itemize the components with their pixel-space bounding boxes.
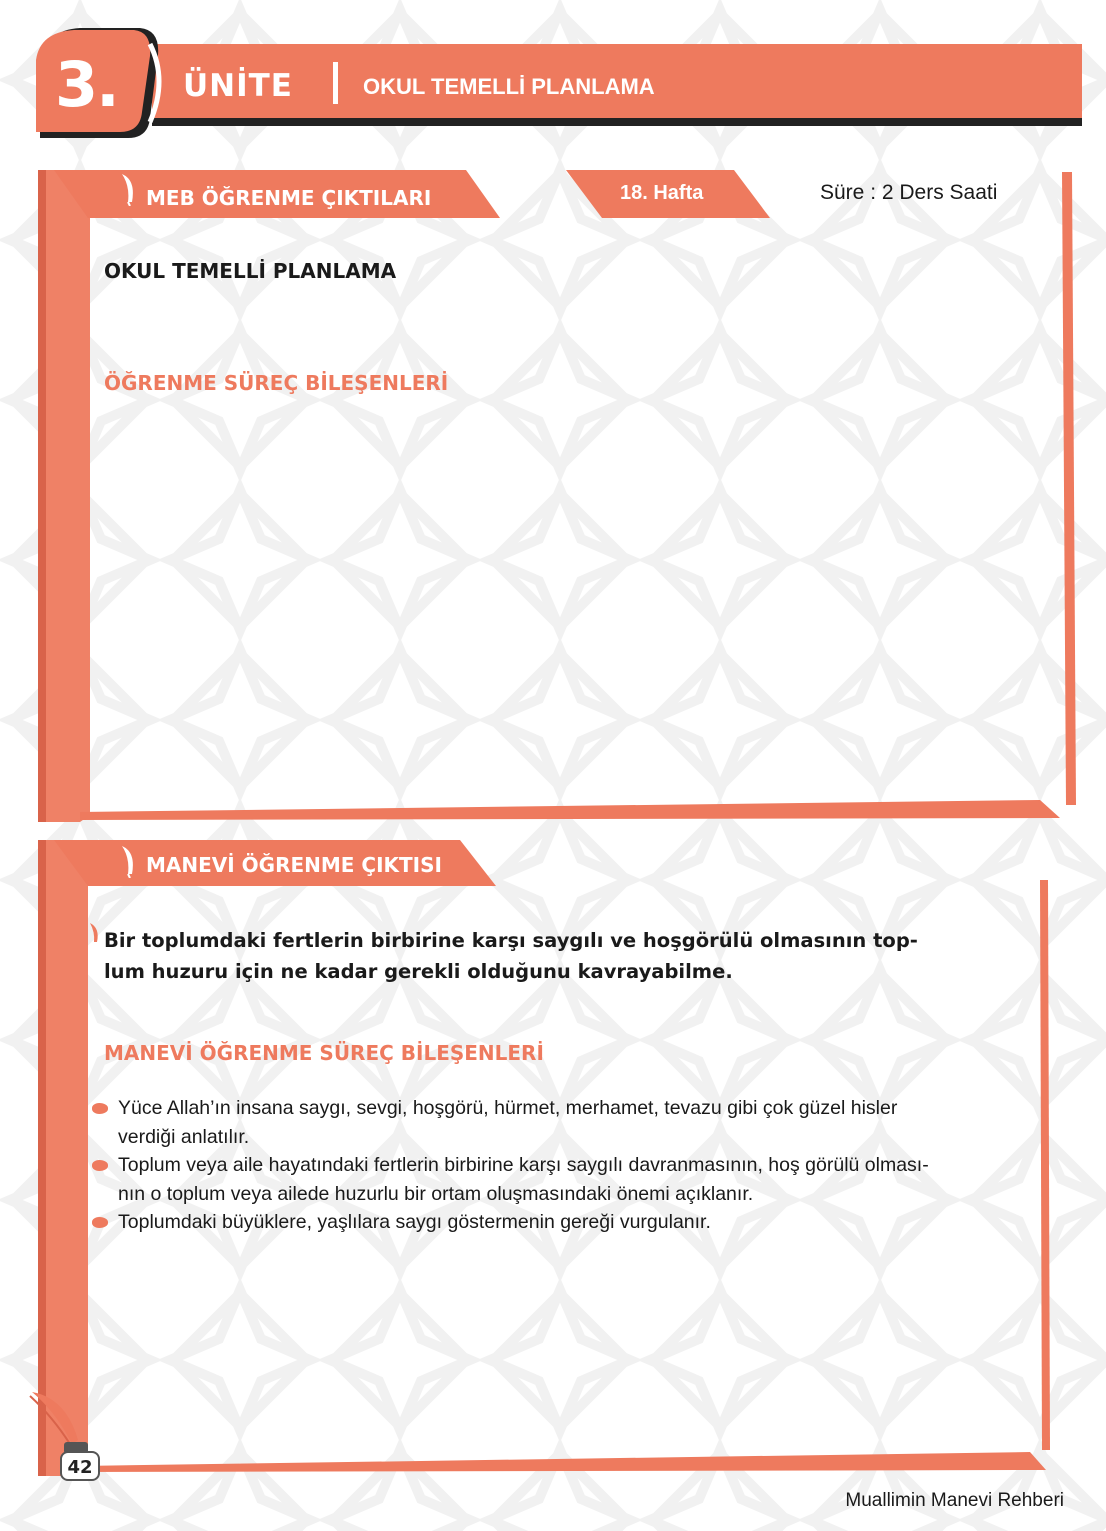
- page-number: 42: [60, 1451, 100, 1481]
- bullet-icon: [92, 1217, 108, 1228]
- feather-mark-icon: [88, 922, 102, 944]
- list-item: Toplumdaki büyüklere, yaşlılara saygı göstermenin gereği vurgulanır.: [92, 1208, 1032, 1237]
- quill-inkwell-icon: [26, 1388, 96, 1460]
- meb-outcomes-banner: MEB ÖĞRENME ÇIKTILARI: [146, 186, 432, 210]
- list-item: Yüce Allah’ın insana saygı, sevgi, hoşgörü, hürmet, merhamet, tevazu gibi çok güzel hisler verdiği anlatılır.: [92, 1094, 1032, 1151]
- week-label: 18. Hafta: [620, 182, 704, 204]
- feather-icon: [118, 844, 140, 878]
- book-title: Muallimin Manevi Rehberi: [845, 1490, 1064, 1511]
- process-list: [92, 1094, 1032, 1237]
- topic-title: OKUL TEMELLİ PLANLAMA: [104, 259, 397, 283]
- bullet-icon: [92, 1160, 108, 1171]
- list-item: Toplum veya aile hayatındaki fertlerin birbirine karşı saygılı davranmasının, hoş görülü olması- nın o toplum veya ailede huzurlu bir ortam oluşmasındaki önemi açıklanır.: [92, 1151, 1032, 1208]
- unit-number: 3.: [55, 48, 118, 121]
- spiritual-outcome-text: Bir toplumdaki fertlerin birbirine karşı saygılı ve hoşgörülü olmasının top- lum huzuru için ne kadar gerekli olduğunu kavrayabilme.: [104, 929, 918, 983]
- section1-frame: [0, 150, 1106, 830]
- unit-title: OKUL TEMELLİ PLANLAMA: [363, 74, 655, 99]
- feather-icon: [118, 172, 140, 206]
- spiritual-process-heading: MANEVİ ÖĞRENME SÜREÇ BİLEŞENLERİ: [104, 1041, 544, 1065]
- spiritual-outcome-banner: MANEVİ ÖĞRENME ÇIKTISI: [146, 853, 442, 877]
- unit-label: ÜNİTE: [183, 68, 293, 104]
- bullet-icon: [92, 1103, 108, 1114]
- duration-label: Süre : 2 Ders Saati: [820, 181, 998, 204]
- header-divider: [333, 62, 338, 104]
- learning-process-heading: ÖĞRENME SÜREÇ BİLEŞENLERİ: [104, 371, 449, 395]
